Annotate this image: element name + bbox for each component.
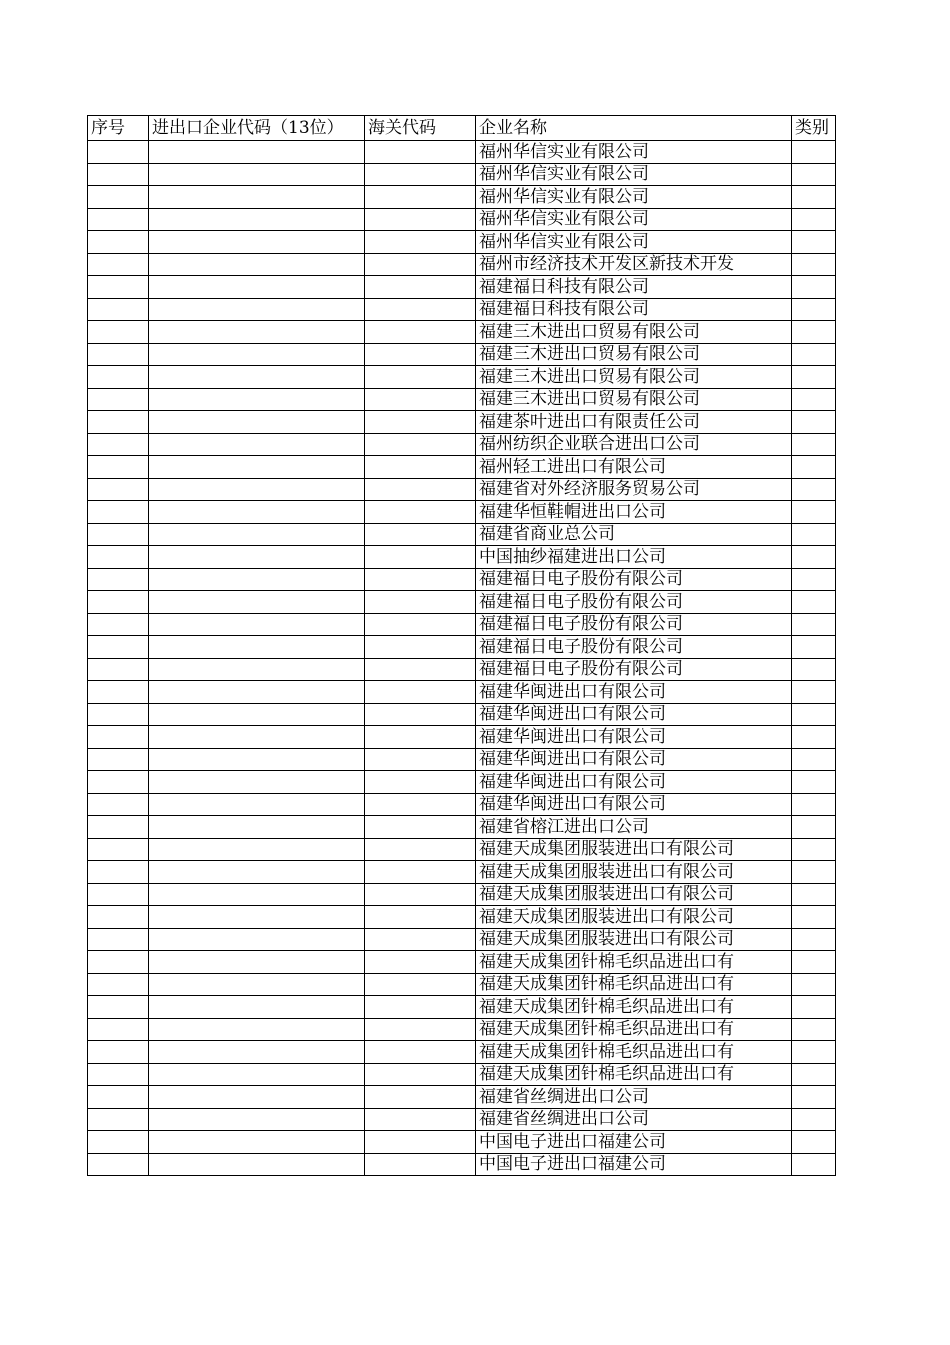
- cell-customs-code[interactable]: [365, 388, 476, 411]
- table-row: [88, 1108, 836, 1131]
- cell-enterprise-name[interactable]: 福州华信实业有限公司: [476, 186, 792, 209]
- cell-customs-code[interactable]: [365, 456, 476, 479]
- table-row: [88, 591, 836, 614]
- cell-enterprise-name[interactable]: 福建三木进出口贸易有限公司: [476, 321, 792, 344]
- cell-serial-number[interactable]: [88, 973, 149, 996]
- cell-enterprise-code[interactable]: [149, 208, 365, 231]
- cell-category[interactable]: [792, 163, 836, 186]
- cell-customs-code[interactable]: [365, 321, 476, 344]
- cell-serial-number[interactable]: [88, 343, 149, 366]
- cell-serial-number[interactable]: [88, 613, 149, 636]
- cell-serial-number[interactable]: [88, 748, 149, 771]
- cell-enterprise-code[interactable]: [149, 816, 365, 839]
- cell-serial-number[interactable]: [88, 681, 149, 704]
- cell-enterprise-name[interactable]: 福建华闽进出口有限公司: [476, 703, 792, 726]
- cell-customs-code[interactable]: [365, 501, 476, 524]
- cell-enterprise-name[interactable]: 福建三木进出口贸易有限公司: [476, 388, 792, 411]
- cell-serial-number[interactable]: [88, 186, 149, 209]
- cell-enterprise-name[interactable]: 福建茶叶进出口有限责任公司: [476, 411, 792, 434]
- table-row: [88, 321, 836, 344]
- cell-category[interactable]: [792, 928, 836, 951]
- cell-customs-code[interactable]: [365, 231, 476, 254]
- cell-enterprise-code[interactable]: [149, 456, 365, 479]
- cell-serial-number[interactable]: [88, 501, 149, 524]
- table-row: [88, 883, 836, 906]
- cell-serial-number[interactable]: [88, 636, 149, 659]
- cell-enterprise-code[interactable]: [149, 343, 365, 366]
- cell-customs-code[interactable]: [365, 1041, 476, 1064]
- cell-customs-code[interactable]: [365, 1131, 476, 1154]
- cell-enterprise-name[interactable]: 福建华恒鞋帽进出口公司: [476, 501, 792, 524]
- cell-category[interactable]: [792, 613, 836, 636]
- cell-serial-number[interactable]: [88, 253, 149, 276]
- table-row: [88, 951, 836, 974]
- cell-enterprise-name[interactable]: 福建省丝绸进出口公司: [476, 1086, 792, 1109]
- cell-category[interactable]: [792, 861, 836, 884]
- cell-enterprise-code[interactable]: [149, 568, 365, 591]
- table-row: [88, 726, 836, 749]
- cell-serial-number[interactable]: [88, 208, 149, 231]
- cell-serial-number[interactable]: [88, 546, 149, 569]
- table-row: [88, 1018, 836, 1041]
- cell-enterprise-code[interactable]: [149, 141, 365, 164]
- cell-customs-code[interactable]: [365, 343, 476, 366]
- cell-enterprise-code[interactable]: [149, 996, 365, 1019]
- cell-customs-code[interactable]: [365, 1063, 476, 1086]
- cell-enterprise-code[interactable]: [149, 793, 365, 816]
- table-row: [88, 456, 836, 479]
- cell-customs-code[interactable]: [365, 838, 476, 861]
- cell-customs-code[interactable]: [365, 1018, 476, 1041]
- cell-serial-number[interactable]: [88, 1131, 149, 1154]
- cell-enterprise-code[interactable]: [149, 1018, 365, 1041]
- cell-customs-code[interactable]: [365, 906, 476, 929]
- cell-serial-number[interactable]: [88, 433, 149, 456]
- table-row: [88, 793, 836, 816]
- cell-enterprise-code[interactable]: [149, 388, 365, 411]
- cell-category[interactable]: [792, 771, 836, 794]
- table-row: [88, 861, 836, 884]
- cell-enterprise-name[interactable]: 福建福日电子股份有限公司: [476, 613, 792, 636]
- cell-serial-number[interactable]: [88, 883, 149, 906]
- cell-enterprise-name[interactable]: 福建省丝绸进出口公司: [476, 1108, 792, 1131]
- cell-enterprise-name[interactable]: 福州华信实业有限公司: [476, 163, 792, 186]
- cell-enterprise-name[interactable]: 福建福日电子股份有限公司: [476, 658, 792, 681]
- cell-customs-code[interactable]: [365, 771, 476, 794]
- cell-enterprise-name[interactable]: 福建天成集团服装进出口有限公司: [476, 883, 792, 906]
- cell-category[interactable]: [792, 343, 836, 366]
- cell-serial-number[interactable]: [88, 816, 149, 839]
- table-row: [88, 1063, 836, 1086]
- table-row: [88, 546, 836, 569]
- cell-enterprise-name[interactable]: 中国电子进出口福建公司: [476, 1131, 792, 1154]
- table-row: [88, 433, 836, 456]
- header-customs-code: 海关代码: [365, 116, 476, 141]
- cell-customs-code[interactable]: [365, 591, 476, 614]
- cell-serial-number[interactable]: [88, 568, 149, 591]
- table-row: [88, 208, 836, 231]
- cell-customs-code[interactable]: [365, 568, 476, 591]
- cell-category[interactable]: [792, 208, 836, 231]
- cell-serial-number[interactable]: [88, 996, 149, 1019]
- cell-enterprise-name[interactable]: 福州轻工进出口有限公司: [476, 456, 792, 479]
- cell-category[interactable]: [792, 501, 836, 524]
- cell-customs-code[interactable]: [365, 253, 476, 276]
- cell-enterprise-code[interactable]: [149, 433, 365, 456]
- cell-enterprise-code[interactable]: [149, 861, 365, 884]
- cell-category[interactable]: [792, 681, 836, 704]
- cell-enterprise-name[interactable]: 福建华闽进出口有限公司: [476, 771, 792, 794]
- cell-enterprise-name[interactable]: 福建福日科技有限公司: [476, 298, 792, 321]
- cell-serial-number[interactable]: [88, 1108, 149, 1131]
- cell-enterprise-code[interactable]: [149, 771, 365, 794]
- table-row: [88, 231, 836, 254]
- table-row: [88, 973, 836, 996]
- cell-enterprise-code[interactable]: [149, 276, 365, 299]
- cell-category[interactable]: [792, 523, 836, 546]
- cell-category[interactable]: [792, 276, 836, 299]
- cell-category[interactable]: [792, 973, 836, 996]
- cell-enterprise-code[interactable]: [149, 951, 365, 974]
- cell-enterprise-name[interactable]: 福州华信实业有限公司: [476, 208, 792, 231]
- cell-serial-number[interactable]: [88, 726, 149, 749]
- cell-enterprise-name[interactable]: 中国抽纱福建进出口公司: [476, 546, 792, 569]
- cell-enterprise-code[interactable]: [149, 253, 365, 276]
- cell-enterprise-name[interactable]: 福建天成集团针棉毛织品进出口有: [476, 1018, 792, 1041]
- cell-serial-number[interactable]: [88, 793, 149, 816]
- table-row: [88, 366, 836, 389]
- cell-category[interactable]: [792, 186, 836, 209]
- header-enterprise-code: 进出口企业代码（13位）: [149, 116, 365, 141]
- cell-category[interactable]: [792, 366, 836, 389]
- cell-serial-number[interactable]: [88, 456, 149, 479]
- table-row: [88, 1086, 836, 1109]
- cell-customs-code[interactable]: [365, 478, 476, 501]
- table-row: [88, 276, 836, 299]
- cell-enterprise-name[interactable]: 福建天成集团针棉毛织品进出口有: [476, 951, 792, 974]
- table-row: [88, 996, 836, 1019]
- cell-customs-code[interactable]: [365, 658, 476, 681]
- cell-enterprise-code[interactable]: [149, 928, 365, 951]
- cell-category[interactable]: [792, 298, 836, 321]
- enterprise-table: [87, 115, 836, 1176]
- table-row: [88, 658, 836, 681]
- cell-enterprise-name[interactable]: 福建天成集团服装进出口有限公司: [476, 906, 792, 929]
- table-row: [88, 703, 836, 726]
- cell-customs-code[interactable]: [365, 748, 476, 771]
- cell-category[interactable]: [792, 231, 836, 254]
- table-row: [88, 838, 836, 861]
- cell-category[interactable]: [792, 478, 836, 501]
- cell-enterprise-code[interactable]: [149, 1153, 365, 1176]
- cell-enterprise-name[interactable]: 福建天成集团针棉毛织品进出口有: [476, 1041, 792, 1064]
- cell-category[interactable]: [792, 411, 836, 434]
- cell-serial-number[interactable]: [88, 703, 149, 726]
- cell-customs-code[interactable]: [365, 883, 476, 906]
- table-row: [88, 1153, 836, 1176]
- cell-enterprise-code[interactable]: [149, 1131, 365, 1154]
- cell-serial-number[interactable]: [88, 388, 149, 411]
- cell-category[interactable]: [792, 1153, 836, 1176]
- cell-serial-number[interactable]: [88, 321, 149, 344]
- cell-enterprise-code[interactable]: [149, 1108, 365, 1131]
- cell-category[interactable]: [792, 388, 836, 411]
- cell-enterprise-name[interactable]: 福建省榕江进出口公司: [476, 816, 792, 839]
- cell-enterprise-code[interactable]: [149, 726, 365, 749]
- cell-serial-number[interactable]: [88, 366, 149, 389]
- cell-serial-number[interactable]: [88, 658, 149, 681]
- table-row: [88, 298, 836, 321]
- cell-enterprise-name[interactable]: 福建三木进出口贸易有限公司: [476, 366, 792, 389]
- cell-enterprise-code[interactable]: [149, 636, 365, 659]
- cell-serial-number[interactable]: [88, 231, 149, 254]
- cell-customs-code[interactable]: [365, 366, 476, 389]
- table-row: [88, 613, 836, 636]
- cell-category[interactable]: [792, 996, 836, 1019]
- cell-enterprise-name[interactable]: 福建福日电子股份有限公司: [476, 568, 792, 591]
- cell-serial-number[interactable]: [88, 951, 149, 974]
- cell-enterprise-code[interactable]: [149, 1041, 365, 1064]
- cell-serial-number[interactable]: [88, 523, 149, 546]
- header-serial-number: 序号: [88, 116, 149, 141]
- cell-serial-number[interactable]: [88, 478, 149, 501]
- cell-customs-code[interactable]: [365, 276, 476, 299]
- cell-enterprise-code[interactable]: [149, 703, 365, 726]
- table-row: [88, 1131, 836, 1154]
- cell-customs-code[interactable]: [365, 186, 476, 209]
- cell-enterprise-code[interactable]: [149, 748, 365, 771]
- cell-enterprise-name[interactable]: 福州纺织企业联合进出口公司: [476, 433, 792, 456]
- table-row: [88, 636, 836, 659]
- cell-enterprise-name[interactable]: 福建天成集团针棉毛织品进出口有: [476, 996, 792, 1019]
- cell-customs-code[interactable]: [365, 411, 476, 434]
- cell-serial-number[interactable]: [88, 411, 149, 434]
- cell-enterprise-name[interactable]: 福建天成集团针棉毛织品进出口有: [476, 973, 792, 996]
- cell-enterprise-code[interactable]: [149, 501, 365, 524]
- cell-enterprise-code[interactable]: [149, 523, 365, 546]
- cell-enterprise-code[interactable]: [149, 838, 365, 861]
- cell-category[interactable]: [792, 748, 836, 771]
- cell-enterprise-name[interactable]: 福建省对外经济服务贸易公司: [476, 478, 792, 501]
- cell-category[interactable]: [792, 636, 836, 659]
- cell-enterprise-code[interactable]: [149, 1063, 365, 1086]
- cell-customs-code[interactable]: [365, 613, 476, 636]
- cell-category[interactable]: [792, 1018, 836, 1041]
- cell-enterprise-code[interactable]: [149, 681, 365, 704]
- cell-enterprise-code[interactable]: [149, 231, 365, 254]
- cell-enterprise-name[interactable]: 中国电子进出口福建公司: [476, 1153, 792, 1176]
- table-row: [88, 163, 836, 186]
- table-row: [88, 568, 836, 591]
- header-enterprise-name: 企业名称: [476, 116, 792, 141]
- table-row: [88, 186, 836, 209]
- cell-enterprise-code[interactable]: [149, 658, 365, 681]
- cell-enterprise-name[interactable]: 福建天成集团服装进出口有限公司: [476, 838, 792, 861]
- cell-enterprise-code[interactable]: [149, 591, 365, 614]
- cell-enterprise-code[interactable]: [149, 321, 365, 344]
- cell-enterprise-name[interactable]: 福州华信实业有限公司: [476, 231, 792, 254]
- cell-category[interactable]: [792, 793, 836, 816]
- cell-enterprise-name[interactable]: 福建华闽进出口有限公司: [476, 681, 792, 704]
- cell-serial-number[interactable]: [88, 1086, 149, 1109]
- cell-enterprise-name[interactable]: 福建福日电子股份有限公司: [476, 636, 792, 659]
- cell-category[interactable]: [792, 883, 836, 906]
- table-row: [88, 928, 836, 951]
- cell-enterprise-code[interactable]: [149, 613, 365, 636]
- table-row: [88, 343, 836, 366]
- cell-enterprise-name[interactable]: 福建省商业总公司: [476, 523, 792, 546]
- cell-category[interactable]: [792, 1086, 836, 1109]
- cell-category[interactable]: [792, 658, 836, 681]
- cell-enterprise-name[interactable]: 福建福日电子股份有限公司: [476, 591, 792, 614]
- cell-category[interactable]: [792, 433, 836, 456]
- cell-serial-number[interactable]: [88, 591, 149, 614]
- cell-enterprise-name[interactable]: 福建华闽进出口有限公司: [476, 726, 792, 749]
- cell-customs-code[interactable]: [365, 793, 476, 816]
- cell-serial-number[interactable]: [88, 1153, 149, 1176]
- cell-customs-code[interactable]: [365, 726, 476, 749]
- cell-enterprise-code[interactable]: [149, 163, 365, 186]
- cell-serial-number[interactable]: [88, 906, 149, 929]
- cell-customs-code[interactable]: [365, 1086, 476, 1109]
- cell-customs-code[interactable]: [365, 163, 476, 186]
- table-row: [88, 501, 836, 524]
- cell-customs-code[interactable]: [365, 973, 476, 996]
- cell-serial-number[interactable]: [88, 163, 149, 186]
- cell-customs-code[interactable]: [365, 996, 476, 1019]
- cell-customs-code[interactable]: [365, 208, 476, 231]
- cell-enterprise-code[interactable]: [149, 973, 365, 996]
- cell-category[interactable]: [792, 1063, 836, 1086]
- cell-enterprise-name[interactable]: 福州华信实业有限公司: [476, 141, 792, 164]
- table-row: [88, 681, 836, 704]
- cell-category[interactable]: [792, 546, 836, 569]
- cell-category[interactable]: [792, 816, 836, 839]
- cell-serial-number[interactable]: [88, 838, 149, 861]
- table-row: [88, 141, 836, 164]
- cell-enterprise-code[interactable]: [149, 478, 365, 501]
- cell-customs-code[interactable]: [365, 951, 476, 974]
- cell-customs-code[interactable]: [365, 546, 476, 569]
- cell-enterprise-name[interactable]: 福建天成集团服装进出口有限公司: [476, 861, 792, 884]
- cell-category[interactable]: [792, 141, 836, 164]
- cell-customs-code[interactable]: [365, 1108, 476, 1131]
- cell-serial-number[interactable]: [88, 1018, 149, 1041]
- cell-enterprise-code[interactable]: [149, 546, 365, 569]
- cell-enterprise-name[interactable]: 福建华闽进出口有限公司: [476, 748, 792, 771]
- cell-category[interactable]: [792, 1041, 836, 1064]
- cell-customs-code[interactable]: [365, 141, 476, 164]
- cell-category[interactable]: [792, 253, 836, 276]
- cell-serial-number[interactable]: [88, 298, 149, 321]
- cell-enterprise-name[interactable]: 福建天成集团服装进出口有限公司: [476, 928, 792, 951]
- cell-serial-number[interactable]: [88, 1063, 149, 1086]
- cell-category[interactable]: [792, 726, 836, 749]
- cell-enterprise-name[interactable]: 福建福日科技有限公司: [476, 276, 792, 299]
- cell-enterprise-name[interactable]: 福建华闽进出口有限公司: [476, 793, 792, 816]
- cell-enterprise-code[interactable]: [149, 906, 365, 929]
- cell-customs-code[interactable]: [365, 636, 476, 659]
- cell-serial-number[interactable]: [88, 928, 149, 951]
- table-row: [88, 1041, 836, 1064]
- spreadsheet-page: [87, 115, 836, 1176]
- table-row: [88, 771, 836, 794]
- table-row: [88, 523, 836, 546]
- cell-category[interactable]: [792, 321, 836, 344]
- header-category: 类别: [792, 116, 836, 141]
- table-row: [88, 816, 836, 839]
- cell-customs-code[interactable]: [365, 928, 476, 951]
- cell-category[interactable]: [792, 1108, 836, 1131]
- cell-serial-number[interactable]: [88, 1041, 149, 1064]
- cell-enterprise-code[interactable]: [149, 298, 365, 321]
- cell-customs-code[interactable]: [365, 1153, 476, 1176]
- table-row: [88, 906, 836, 929]
- cell-enterprise-code[interactable]: [149, 366, 365, 389]
- cell-enterprise-code[interactable]: [149, 1086, 365, 1109]
- cell-category[interactable]: [792, 568, 836, 591]
- cell-customs-code[interactable]: [365, 681, 476, 704]
- cell-category[interactable]: [792, 906, 836, 929]
- table-row: [88, 388, 836, 411]
- cell-category[interactable]: [792, 703, 836, 726]
- cell-customs-code[interactable]: [365, 816, 476, 839]
- cell-category[interactable]: [792, 1131, 836, 1154]
- cell-serial-number[interactable]: [88, 771, 149, 794]
- cell-enterprise-code[interactable]: [149, 186, 365, 209]
- cell-enterprise-code[interactable]: [149, 411, 365, 434]
- cell-serial-number[interactable]: [88, 276, 149, 299]
- cell-enterprise-code[interactable]: [149, 883, 365, 906]
- table-row: [88, 253, 836, 276]
- cell-customs-code[interactable]: [365, 703, 476, 726]
- cell-enterprise-name[interactable]: 福州市经济技术开发区新技术开发: [476, 253, 792, 276]
- cell-category[interactable]: [792, 456, 836, 479]
- header-row: [88, 116, 836, 141]
- cell-customs-code[interactable]: [365, 433, 476, 456]
- table-row: [88, 411, 836, 434]
- cell-category[interactable]: [792, 591, 836, 614]
- cell-customs-code[interactable]: [365, 861, 476, 884]
- cell-category[interactable]: [792, 838, 836, 861]
- table-body: [88, 141, 836, 1176]
- cell-category[interactable]: [792, 951, 836, 974]
- cell-customs-code[interactable]: [365, 523, 476, 546]
- cell-enterprise-name[interactable]: 福建天成集团针棉毛织品进出口有: [476, 1063, 792, 1086]
- table-row: [88, 748, 836, 771]
- table-row: [88, 478, 836, 501]
- cell-customs-code[interactable]: [365, 298, 476, 321]
- cell-serial-number[interactable]: [88, 861, 149, 884]
- cell-serial-number[interactable]: [88, 141, 149, 164]
- cell-enterprise-name[interactable]: 福建三木进出口贸易有限公司: [476, 343, 792, 366]
